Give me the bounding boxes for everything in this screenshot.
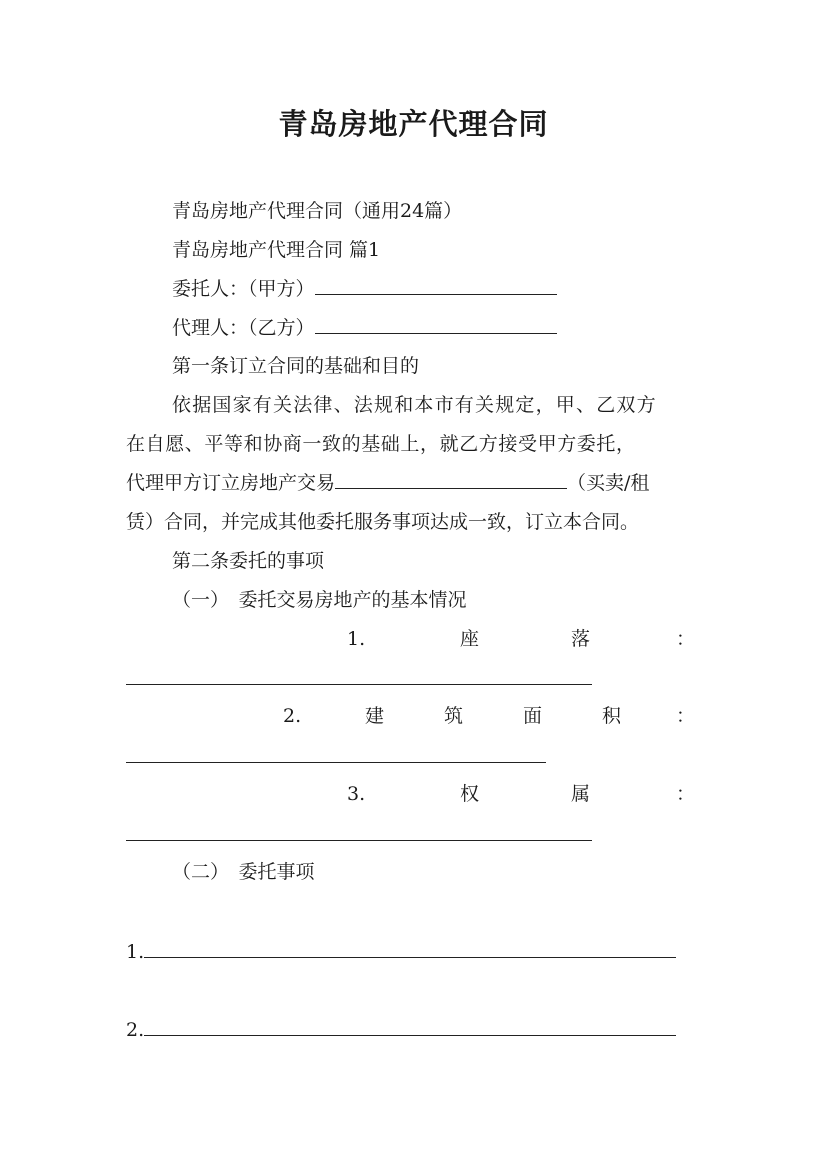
- agent-label: 代理人：（乙方）: [172, 317, 315, 339]
- item-2-colon: ：: [676, 705, 696, 727]
- agent-line: [172, 315, 557, 341]
- paragraph-line: 在自愿、平等和协商一致的基础上，就乙方接受甲方委托，: [126, 433, 636, 455]
- paragraph-line: 依据国家有关法律、法规和本市有关规定，甲、乙双方: [172, 394, 657, 416]
- item-1-blank: [126, 684, 592, 685]
- item-2-blank: [126, 762, 546, 763]
- item-1-number: 1.: [347, 628, 366, 650]
- principal-line: [172, 276, 557, 302]
- entrust-item-1-blank: [144, 939, 676, 958]
- item-3-blank: [126, 840, 592, 841]
- item-2-char: 筑: [444, 705, 464, 727]
- subtitle-line: 青岛房地产代理合同（通用24篇）: [172, 200, 463, 222]
- item-1-char: 座: [460, 628, 480, 650]
- item-3-colon: ：: [676, 783, 696, 805]
- item-1-colon: ：: [676, 628, 696, 650]
- transaction-type: （买卖/租: [567, 472, 650, 494]
- entrust-item-2: [126, 1017, 676, 1043]
- entrust-item-1: [126, 939, 676, 965]
- subsection-heading: （二） 委托事项: [172, 861, 315, 883]
- transaction-label: 代理甲方订立房地产交易: [126, 472, 336, 494]
- item-3-char: 权: [460, 783, 480, 805]
- entrust-item-2-blank: [144, 1017, 676, 1036]
- item-3-number: 3.: [347, 783, 366, 805]
- principal-blank: [315, 276, 557, 295]
- transaction-blank: [335, 470, 567, 489]
- paragraph-line: [126, 470, 649, 496]
- item-3-char: 属: [571, 783, 591, 805]
- article-1-heading: 第一条订立合同的基础和目的: [172, 355, 420, 377]
- item-2-char: 积: [602, 705, 622, 727]
- subsection-heading: （一） 委托交易房地产的基本情况: [172, 589, 467, 611]
- principal-label: 委托人：（甲方）: [172, 278, 315, 300]
- paragraph-line: 赁）合同，并完成其他委托服务事项达成一致，订立本合同。: [126, 511, 640, 533]
- agent-blank: [315, 315, 557, 334]
- document-title: 青岛房地产代理合同: [278, 107, 549, 141]
- item-2-char: 面: [523, 705, 543, 727]
- entrust-item-2-number: 2.: [126, 1019, 145, 1041]
- section-heading: 青岛房地产代理合同 篇1: [172, 239, 381, 261]
- entrust-item-1-number: 1.: [126, 941, 145, 963]
- item-2-number: 2.: [283, 705, 302, 727]
- article-2-heading: 第二条委托的事项: [172, 550, 325, 572]
- item-1-char: 落: [571, 628, 591, 650]
- item-2-char: 建: [365, 705, 385, 727]
